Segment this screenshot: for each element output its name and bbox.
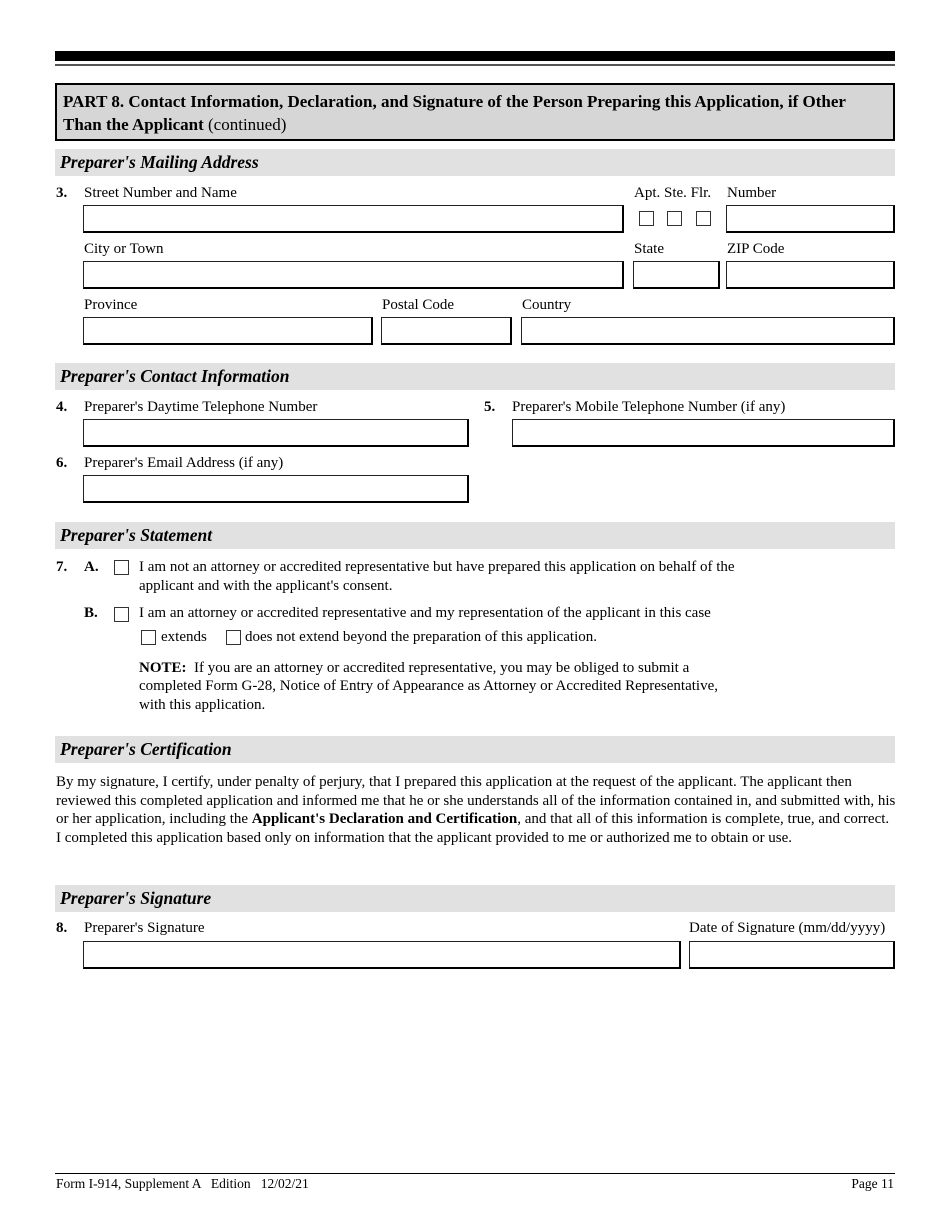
section-title: Preparer's Contact Information xyxy=(60,366,290,386)
state-input[interactable] xyxy=(633,261,720,289)
cert-text-bold: Applicant's Declaration and Certification xyxy=(251,811,518,828)
flr-checkbox[interactable] xyxy=(696,211,711,226)
option-b-text: I am an attorney or accredited representative and my representation of the applicant in this case xyxy=(139,605,711,621)
section-title: Preparer's Signature xyxy=(60,888,212,908)
zip-label: ZIP Code xyxy=(727,241,785,257)
section-contact-information xyxy=(55,363,895,390)
top-rule-thin xyxy=(55,64,895,66)
apt-label: Apt. Ste. Flr. xyxy=(634,185,712,201)
number-label: Number xyxy=(727,185,777,201)
date-label: Date of Signature (mm/dd/yyyy) xyxy=(689,920,886,936)
option-a-checkbox[interactable] xyxy=(114,560,129,575)
section-signature xyxy=(55,885,895,912)
mobile-phone-label: Preparer's Mobile Telephone Number (if any) xyxy=(512,399,786,415)
daytime-phone-label: Preparer's Daytime Telephone Number xyxy=(84,399,318,415)
city-input[interactable] xyxy=(83,261,624,289)
certification-text xyxy=(56,773,896,847)
apt-number-input[interactable] xyxy=(726,205,895,233)
cert-text-1: By my signature, I certify, under penalty of perjury, that I prepared this application at the request of the applicant. The applicant then reviewed this completed application and informed me that he or she understands all of the information contained in, and submitted with, his or her application, including the xyxy=(56,774,896,828)
part-title-suffix: (continued) xyxy=(208,115,287,134)
street-label: Street Number and Name xyxy=(84,185,237,201)
city-label: City or Town xyxy=(84,241,164,257)
province-input[interactable] xyxy=(83,317,373,345)
section-mailing-address xyxy=(55,149,895,176)
page-number: Page 11 xyxy=(851,1176,894,1191)
state-label: State xyxy=(634,241,664,257)
option-b-letter: B. xyxy=(84,605,98,621)
country-label: Country xyxy=(522,297,572,313)
item-number-4: 4. xyxy=(56,399,68,415)
note-line-3: with this application. xyxy=(139,697,266,713)
section-certification xyxy=(55,736,895,763)
item-number-7: 7. xyxy=(56,559,68,575)
note-line-2: completed Form G-28, Notice of Entry of Appearance as Attorney or Accredited Representative, xyxy=(139,678,718,694)
signature-input[interactable] xyxy=(83,941,681,969)
signature-label: Preparer's Signature xyxy=(84,920,205,936)
email-input[interactable] xyxy=(83,475,469,503)
extends-checkbox[interactable] xyxy=(141,630,156,645)
apt-checkbox[interactable] xyxy=(639,211,654,226)
item-number-3: 3. xyxy=(56,185,68,201)
ste-checkbox[interactable] xyxy=(667,211,682,226)
cert-text-2: , and that all of this information is complete, true, and correct. I completed this application based only on information that the applicant provided to me or authorized me to obtain or use. xyxy=(56,811,890,846)
section-title: Preparer's Mailing Address xyxy=(60,152,259,172)
item-number-5: 5. xyxy=(484,399,496,415)
email-label: Preparer's Email Address (if any) xyxy=(84,455,284,471)
section-title: Preparer's Statement xyxy=(60,525,213,545)
not-extend-label: does not extend beyond the preparation of this application. xyxy=(245,629,597,645)
country-input[interactable] xyxy=(521,317,895,345)
part-title: PART 8. Contact Information, Declaration, and Signature of the Person Preparing this Application, if Other Than the Applicant xyxy=(63,92,846,134)
part-header xyxy=(55,83,895,141)
daytime-phone-input[interactable] xyxy=(83,419,469,447)
option-a-text-2: applicant and with the applicant's consent. xyxy=(139,578,393,594)
signature-date-input[interactable] xyxy=(689,941,895,969)
option-b-checkbox[interactable] xyxy=(114,607,129,622)
street-input[interactable] xyxy=(83,205,624,233)
footer-rule xyxy=(55,1173,895,1174)
top-rule xyxy=(55,51,895,61)
item-number-6: 6. xyxy=(56,455,68,471)
postal-label: Postal Code xyxy=(382,297,455,313)
option-a-text-1: I am not an attorney or accredited representative but have prepared this application on behalf of the xyxy=(139,559,735,575)
section-preparer-statement xyxy=(55,522,895,549)
not-extend-checkbox[interactable] xyxy=(226,630,241,645)
section-title: Preparer's Certification xyxy=(60,739,232,759)
option-a-letter: A. xyxy=(84,559,99,575)
item-number-8: 8. xyxy=(56,920,68,936)
mobile-phone-input[interactable] xyxy=(512,419,895,447)
note-label: NOTE: xyxy=(139,660,187,676)
postal-input[interactable] xyxy=(381,317,512,345)
extends-label: extends xyxy=(161,629,207,645)
note-line-1 xyxy=(139,659,689,677)
province-label: Province xyxy=(84,297,138,313)
note-text: If you are an attorney or accredited representative, you may be obliged to submit a xyxy=(194,660,690,676)
form-id: Form I-914, Supplement A Edition 12/02/21 xyxy=(56,1176,309,1191)
zip-input[interactable] xyxy=(726,261,895,289)
